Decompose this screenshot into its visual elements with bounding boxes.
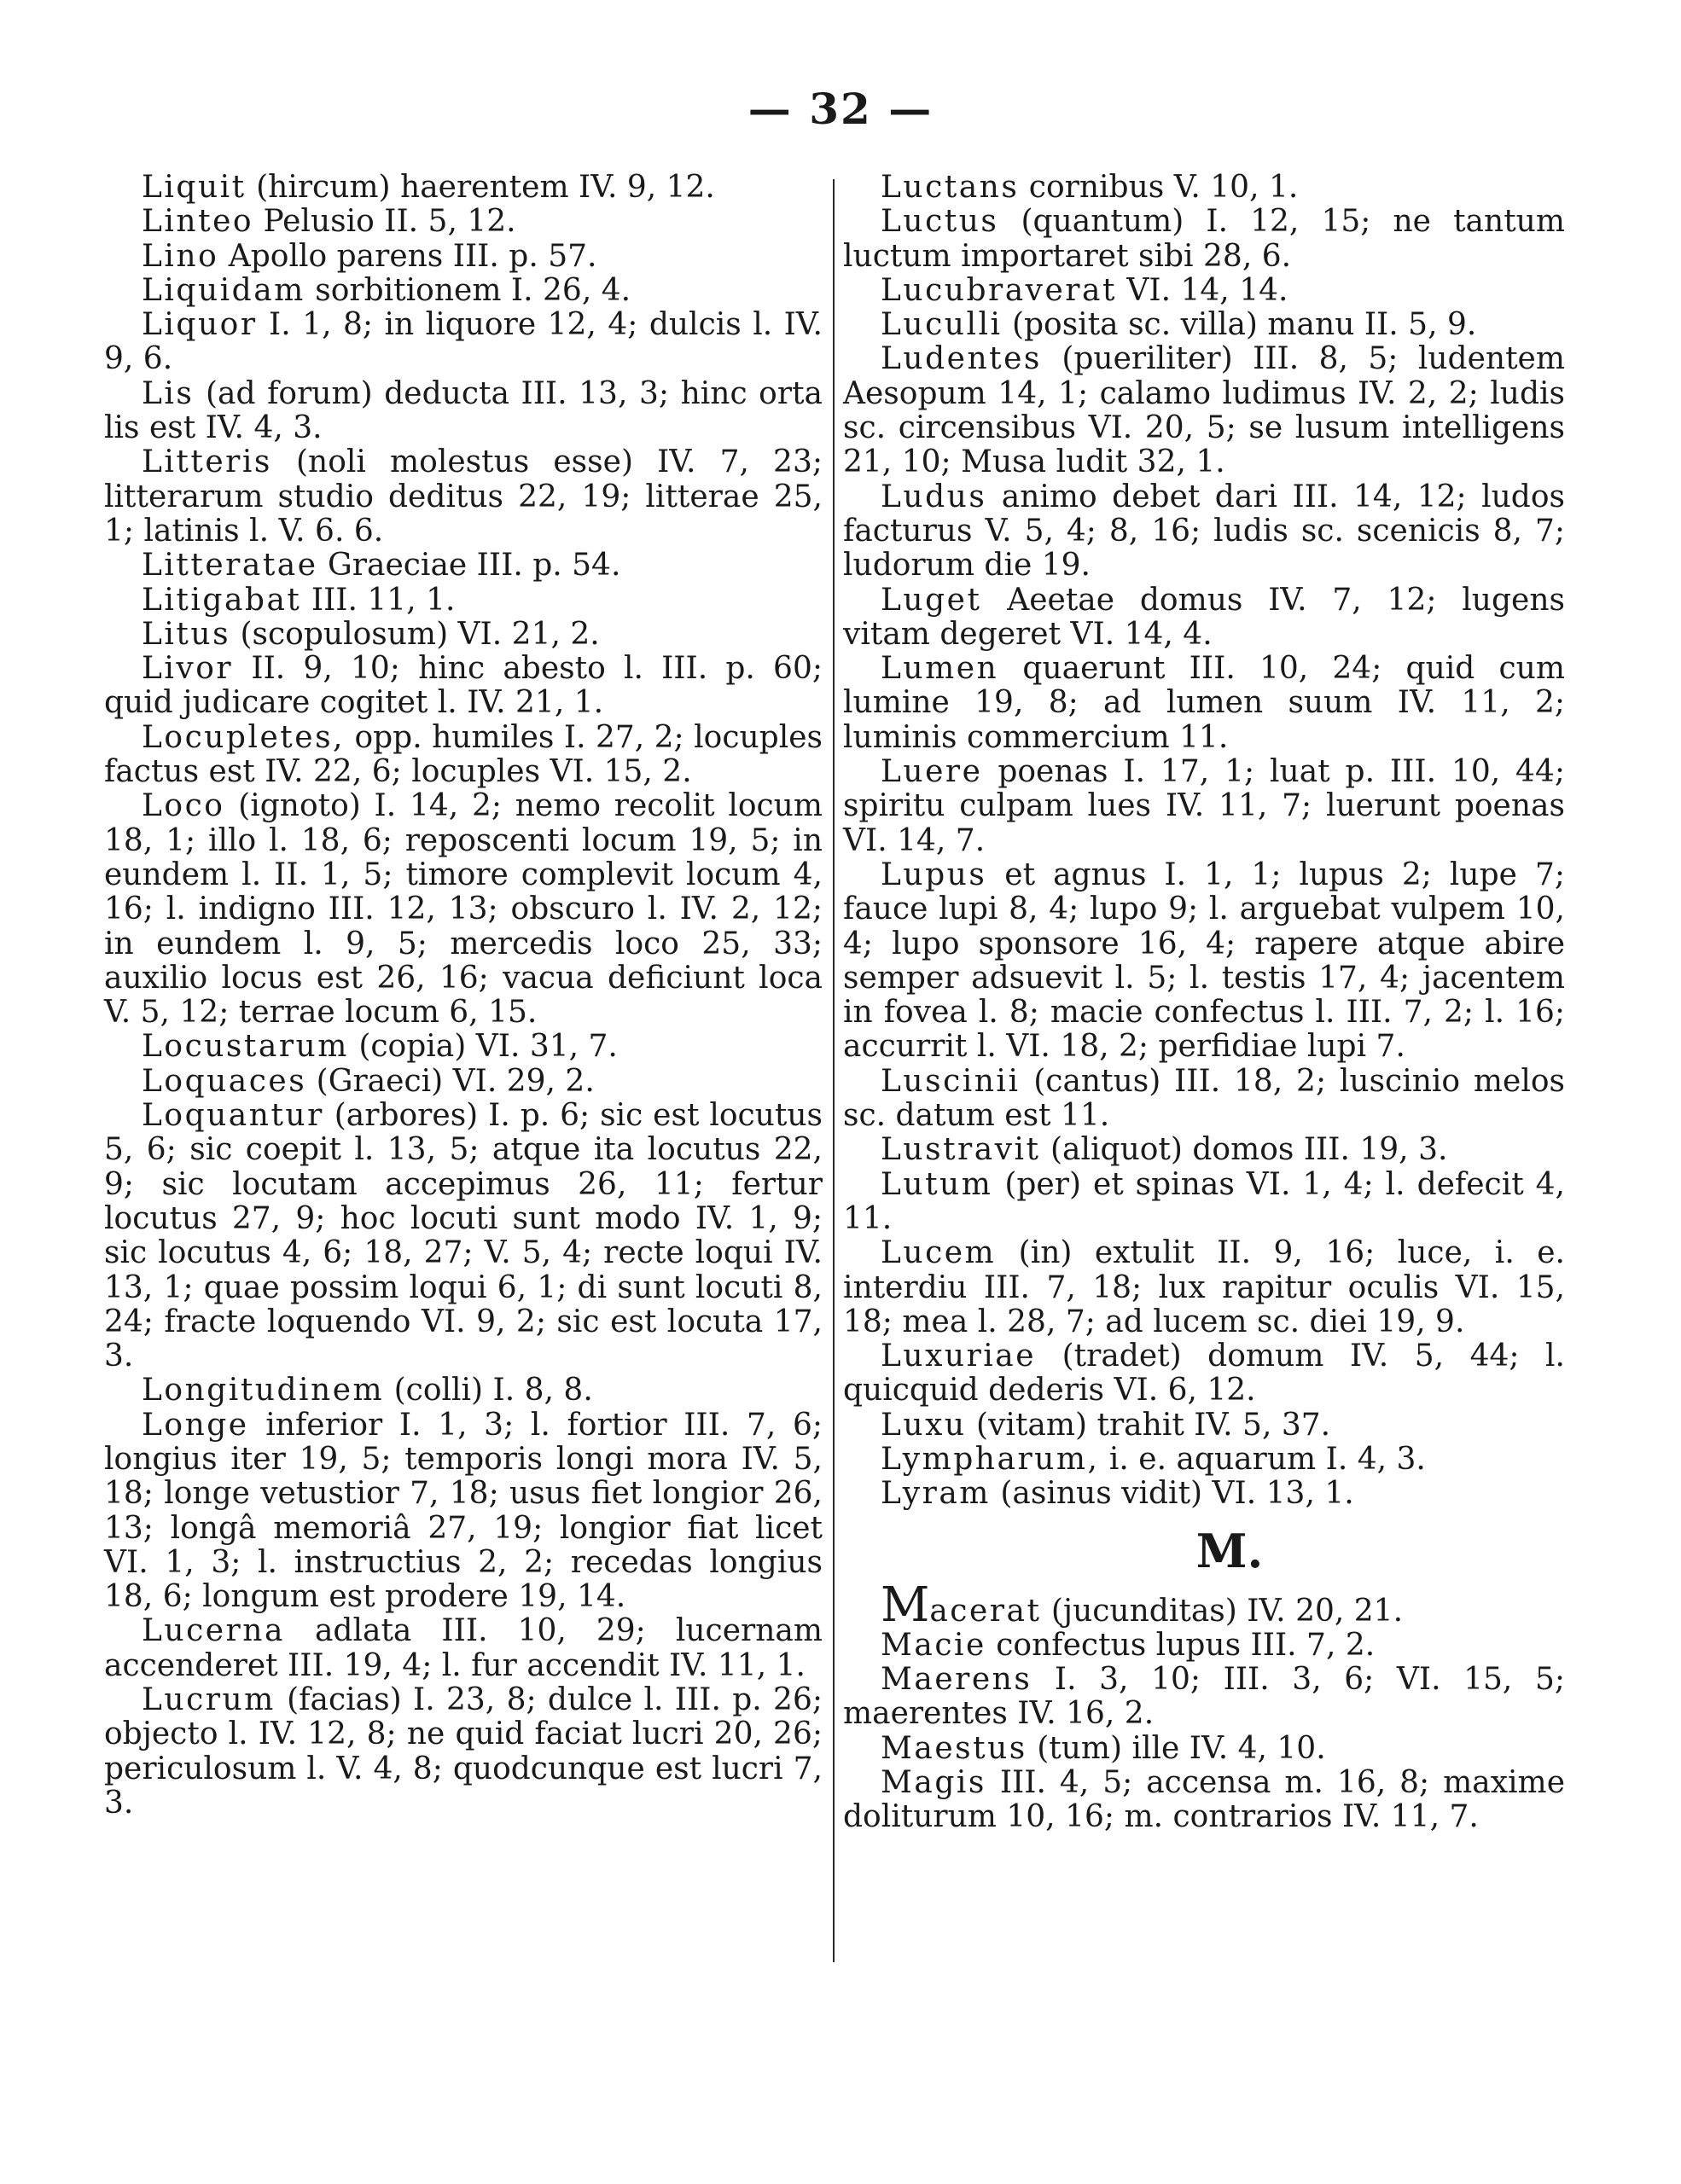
index-entry: Luere poenas I. 17, 1; luat p. III. 10, 44; spiritu culpam lues IV. 11, 7; luerunt poenas VI. 14, 7.: [843, 754, 1565, 858]
index-entry: Linteo Pelusio II. 5, 12.: [142, 204, 516, 240]
index-entry: Loco (ignoto) I. 14, 2; nemo recolit locum 18, 1; illo l. 18, 6; reposcenti locum 19, 5; in eundem l. II. 1, 5; timore complevit locum 4, 16; l. indigno III. 12, 13; obscuro l. IV. 2, 12; in eundem l. 9, 5; mercedis loco 25, 33; auxilio locus est 26, 16; vacua deficiunt loca V. 5, 12; terrae locum 6, 15.: [104, 788, 823, 1031]
column-divider: [833, 179, 835, 1962]
index-entry: Longe inferior I. 1, 3; l. fortior III. 7, 6; longius iter 19, 5; temporis longi mora IV. 5, 18; longe vetustior 7, 18; usus fiet longior 26, 13; longâ memoriâ 27, 19; longior fiat licet VI. 1, 3; l. instructius 2, 2; recedas longius 18, 6; longum est prodere 19, 14.: [104, 1407, 823, 1615]
index-entry: Lupus et agnus I. 1, 1; lupus 2; lupe 7; fauce lupi 8, 4; lupo 9; l. arguebat vulpem 10, 4; lupo sponsore 16, 4; rapere atque abire semper adsuevit l. 5; l. testis 17, 4; jacentem in fovea l. 8; macie confectus l. III. 7, 2; l. 16; accurrit l. VI. 18, 2; perfidiae lupi 7.: [843, 857, 1565, 1065]
index-entry: Litus (scopulosum) VI. 21, 2.: [142, 616, 600, 652]
index-entry: Luscinii (cantus) III. 18, 2; luscinio melos sc. datum est 11.: [843, 1063, 1565, 1134]
index-entry: Ludentes (pueriliter) III. 8, 5; ludentem Aesopum 14, 1; calamo ludimus IV. 2, 2; ludis sc. circensibus VI. 20, 5; se lusum intelligens 21, 10; Musa ludit 32, 1.: [843, 341, 1565, 480]
section-letter-heading: M.: [1195, 1523, 1264, 1578]
right-column: [843, 171, 1565, 1835]
index-entry: Lutum (per) et spinas VI. 1, 4; l. defecit 4, 11.: [843, 1166, 1565, 1236]
index-entry: Litigabat III. 11, 1.: [142, 582, 456, 618]
index-entry: Lumen quaerunt III. 10, 24; quid cum lumine 19, 8; ad lumen suum IV. 11, 2; luminis commercium 11.: [843, 651, 1565, 755]
index-entry: Luxuriae (tradet) domum IV. 5, 44; l. quicquid dederis VI. 6, 12.: [843, 1339, 1565, 1409]
index-entry: Loquaces (Graeci) VI. 29, 2.: [142, 1063, 595, 1099]
index-entry: Lucem (in) extulit II. 9, 16; luce, i. e. interdiu III. 7, 18; lux rapitur oculis VI. 15, 18; mea l. 28, 7; ad lucem sc. diei 19, 9.: [843, 1235, 1565, 1339]
index-entry: Lucerna adlata III. 10, 29; lucernam accenderet III. 19, 4; l. fur accendit IV. 11, 1.: [104, 1613, 823, 1683]
index-entry: Luget Aeetae domus IV. 7, 12; lugens vitam degeret VI. 14, 4.: [843, 582, 1565, 652]
index-entry: Lucubraverat VI. 14, 14.: [881, 272, 1288, 308]
index-entry: Lympharum, i. e. aquarum I. 4, 3.: [881, 1441, 1426, 1477]
index-entry: Locupletes, opp. humiles I. 27, 2; locuples factus est IV. 22, 6; locuples VI. 15, 2.: [104, 719, 823, 790]
page-number: — 32 —: [747, 84, 934, 134]
index-entry: Luctus (quantum) I. 12, 15; ne tantum luctum importaret sibi 28, 6.: [843, 204, 1565, 274]
index-entry: Luxu (vitam) trahit IV. 5, 37.: [881, 1407, 1331, 1443]
index-entry: Lucrum (facias) I. 23, 8; dulce l. III. p. 26; objecto l. IV. 12, 8; ne quid faciat lucri 20, 26; periculosum l. V. 4, 8; quodcunque est lucri 7, 3.: [104, 1682, 823, 1821]
index-entry: Magis III. 4, 5; accensa m. 16, 8; maxime doliturum 10, 16; m. contrarios IV. 11, 7.: [843, 1765, 1565, 1835]
index-entry: Macerat (jucunditas) IV. 20, 21.: [881, 1577, 1404, 1633]
index-entry: Liquit (hircum) haerentem IV. 9, 12.: [142, 170, 715, 205]
index-entry: Luculli (posita sc. villa) manu II. 5, 9.: [881, 307, 1477, 343]
index-entry: Lino Apollo parens III. p. 57.: [142, 238, 597, 274]
index-entry: Litteris (noli molestus esse) IV. 7, 23; litterarum studio deditus 22, 19; litterae 25, 1; latinis l. V. 6. 6.: [104, 444, 823, 549]
index-entry: Ludus animo debet dari III. 14, 12; ludos facturus V. 5, 4; 8, 16; ludis sc. scenicis 8, 7; ludorum die 19.: [843, 479, 1565, 584]
index-entry: Lis (ad forum) deducta III. 13, 3; hinc orta lis est IV. 4, 3.: [104, 375, 823, 446]
index-entry: Macie confectus lupus III. 7, 2.: [881, 1627, 1376, 1663]
left-column: [104, 171, 823, 1821]
index-entry: Maestus (tum) ille IV. 4, 10.: [881, 1730, 1326, 1766]
index-entry: Litteratae Graeciae III. p. 54.: [142, 548, 621, 584]
index-entry: Locustarum (copia) VI. 31, 7.: [142, 1029, 618, 1065]
index-entry: Liquidam sorbitionem I. 26, 4.: [142, 272, 631, 308]
index-entry: Loquantur (arbores) I. p. 6; sic est locutus 5, 6; sic coepit l. 13, 5; atque ita locutus 22, 9; sic locutam accepimus 26, 11; fertur locutus 27, 9; hoc locuti sunt modo IV. 1, 9; sic locutus 4, 6; 18, 27; V. 5, 4; recte loqui IV. 13, 1; quae possim loqui 6, 1; di sunt locuti 8, 24; fracte loquendo VI. 9, 2; sic est locuta 17, 3.: [104, 1098, 823, 1374]
index-entry: Liquor I. 1, 8; in liquore 12, 4; dulcis l. IV. 9, 6.: [104, 307, 823, 377]
index-entry: Maerens I. 3, 10; III. 3, 6; VI. 15, 5; maerentes IV. 16, 2.: [843, 1662, 1565, 1732]
index-entry: Luctans cornibus V. 10, 1.: [881, 170, 1299, 205]
index-entry: Lyram (asinus vidit) VI. 13, 1.: [881, 1476, 1354, 1512]
drop-cap: M: [881, 1577, 930, 1633]
index-entry: Lustravit (aliquot) domos III. 19, 3.: [881, 1132, 1448, 1168]
index-entry: Livor II. 9, 10; hinc abesto l. III. p. 60; quid judicare cogitet l. IV. 21, 1.: [104, 651, 823, 721]
index-entry: Longitudinem (colli) I. 8, 8.: [142, 1373, 593, 1409]
